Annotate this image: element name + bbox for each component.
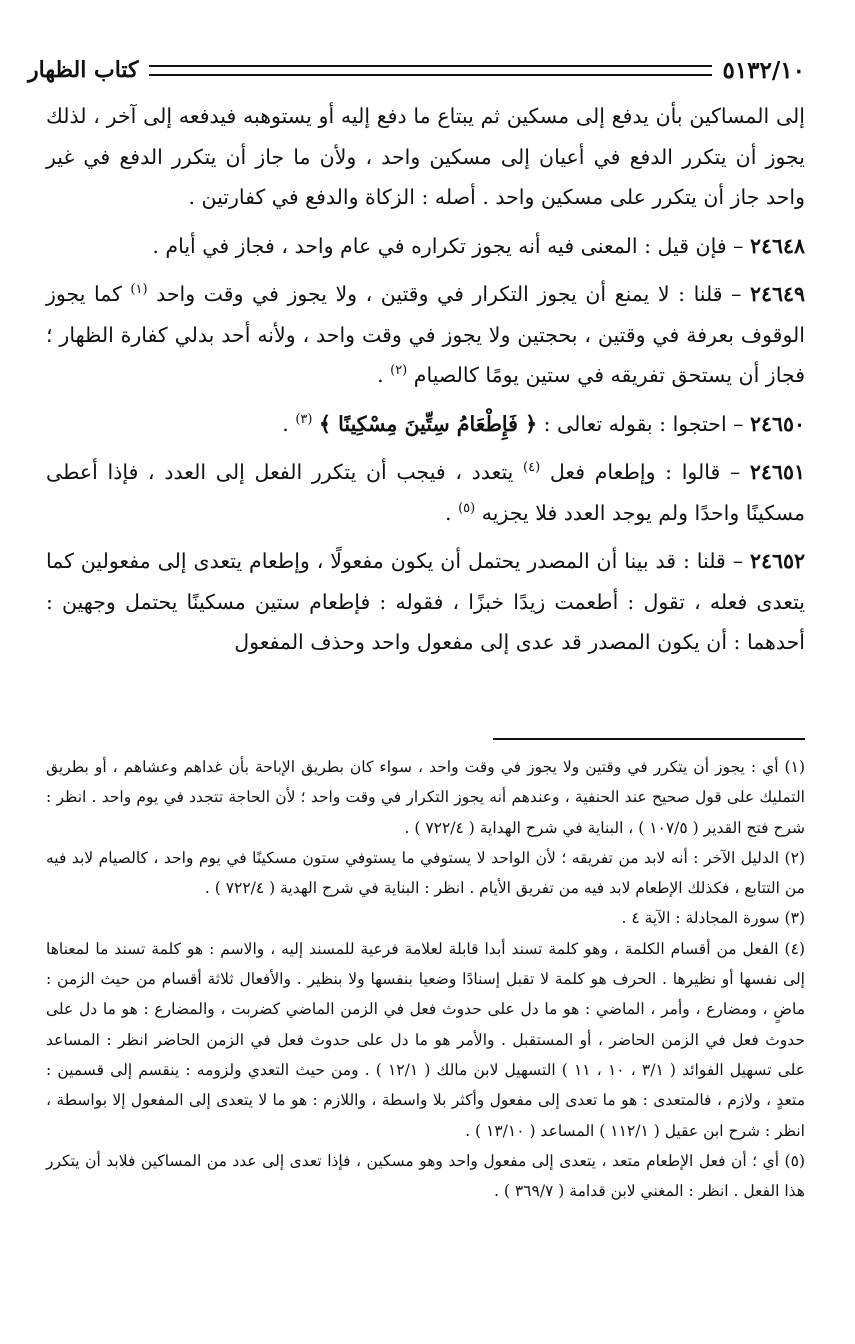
footnote-5: (٥) أي ؛ أن فعل الإطعام متعد ، يتعدى إلى مفعول واحد وهو مسكين ، فإذا تعدى إلى عدد من المساكين فلابد أن يتكرر هذا الفعل . انظر : المغني لابن قدامة ( ٣٦٩/٧ ) .	[46, 1151, 805, 1201]
footnote-2: (٢) الدليل الآخر : أنه لابد من تفريقه ؛ لأن الواحد لا يستوفي ما يستوفي ستون مسكينًا في يوم واحد ، كالصيام لابد فيه من التتابع ، فكذلك الإطعام لابد فيه من تفريق الأيام . انظر : البناية في شرح الهدية ( ٧٢٢/٤ ) .	[46, 848, 805, 898]
paragraph-text: يتعدد ، فيجب أن يتكرر الفعل إلى العدد ، فإذا أعطى مسكينًا واحدًا ولم يوجد العدد فلا يجزيه	[46, 460, 805, 525]
page-header	[28, 50, 805, 90]
paragraph-continuation: إلى المساكين بأن يدفع إلى مسكين ثم يبتاع ما دفع إليه أو يستوهبه فيدفعه إلى آخر ، لذلك يجوز أن يتكرر الدفع في أعيان إلى مسكين واحد ، ولأن ما جاز أن يتكرر الدفع في غير واحد جاز أن يتكرر على مسكين واحد . أصله : الزكاة والدفع في كفارتين .	[46, 104, 805, 209]
footnote-separator	[493, 738, 805, 740]
paragraph-number: ٢٤٦٥٢	[749, 549, 805, 573]
running-title: كتاب الظهار	[28, 57, 139, 83]
paragraph-24649	[46, 274, 805, 396]
paragraph-number: ٢٤٦٥٠	[749, 411, 805, 436]
header-double-rule	[149, 65, 713, 76]
footnote-1: (١) أي : يجوز أن يتكرر في وقتين ولا يجوز في وقت واحد ، سواء كان بطريق الإباحة بأن غداهم وعشاهم ، أو بطريق التمليك على قول صحيح عند الحنفية ، وعندهم أنه يجوز التكرار في وقت واحد ؛ لأن الحاجة تتجدد في يوم واحد . انظر : شرح فتح القدير ( ١٠٧/٥ ) ، البناية في شرح الهداية ( ٧٢٢/٤ ) .	[46, 758, 805, 837]
paragraph-text: .	[282, 411, 296, 436]
footnote-marker-4[interactable]: (٤)	[523, 460, 541, 476]
paragraph-24652	[46, 541, 805, 663]
page-number: ٥١٣٢/١٠	[722, 56, 805, 84]
footnote-marker-1[interactable]: (١)	[130, 282, 148, 298]
footnote-marker-3[interactable]: (٣)	[295, 411, 313, 427]
quran-verse: ﴿ فَإِطْعَامُ سِتِّينَ مِسْكِينًا ﴾	[318, 411, 538, 436]
paragraph-text: .	[377, 363, 391, 387]
paragraph-text: – قالوا : وإطعام فعل	[540, 460, 750, 484]
footnote-marker-5[interactable]: (٥)	[458, 500, 476, 516]
paragraph-number: ٢٤٦٥١	[749, 460, 805, 484]
footnote-4: (٤) الفعل من أقسام الكلمة ، وهو كلمة تسند أبدا قابلة لعلامة فرعية للمسند إليه ، والاسم : هو كلمة تسند ما لمعناها إلى نفسها أو نظيرها . الحرف هو كلمة لا تقبل إسنادًا وضعيا بنفسها ولا بنظير . والأفعال ثلاثة أقسام من حيث الزمن : ماضٍ ، ومضارع ، وأمر ، الماضي : هو ما دل على حدوث فعل في الزمن الماضي كضربت ، والمضارع : هو ما دل على حدوث فعل في الزمن الحاضر ، أو المستقبل . والأمر هو ما دل على حدوث فعل في الزمن الحاضر انظر : المساعد على تسهيل الفوائد ( ٣/١ ، ١٠ ، ١١ ) التسهيل لابن مالك ( ١٢/١ ) . ومن حيث التعدي ولزومه : ينقسم إلى قسمين : متعدٍ ، ولازم ، فالمتعدى : هو ما تعدى إلى مفعول وأكثر بلا واسطة ، واللازم : هو ما لا يتعدى إلى المفعول إلا بواسطة ، انظر : شرح ابن عقيل ( ١١٢/١ ) المساعد ( ١٣/١٠ ) .	[46, 939, 806, 1140]
paragraph-24648	[46, 226, 805, 267]
paragraph-text: – قلنا : لا يمنع أن يجوز التكرار في وقتين ، ولا يجوز في وقت واحد	[147, 282, 750, 306]
main-text	[46, 96, 805, 671]
paragraph-text: – فإن قيل : المعنى فيه أنه يجوز تكراره في عام واحد ، فجاز في أيام .	[152, 233, 750, 258]
footnotes	[46, 752, 805, 1206]
paragraph-text: .	[445, 500, 459, 525]
paragraph-24651	[46, 452, 805, 533]
paragraph-text: – احتجوا : بقوله تعالى :	[537, 411, 750, 436]
paragraph-number: ٢٤٦٤٨	[749, 233, 805, 258]
footnote-marker-2[interactable]: (٢)	[390, 363, 408, 379]
footnote-3: (٣) سورة المجادلة : الآية ٤ .	[621, 909, 805, 928]
paragraph-text: كما يجوز الوقوف بعرفة في وقتين ، بحجتين ولا يجوز في وقت واحد ، ولأنه أحد بدلي كفارة الظهار ؛ فجاز أن يستحق تفريقه في ستين يومًا كالصيام	[46, 282, 805, 387]
paragraph-number: ٢٤٦٤٩	[749, 282, 805, 306]
paragraph-24650	[46, 404, 805, 445]
paragraph-text: – قلنا : قد بينا أن المصدر يحتمل أن يكون مفعولًا ، وإطعام يتعدى إلى مفعولين كما يتعدى فعله ، تقول : أطعمت زيدًا خبزًا ، فقوله : فإطعام ستين مسكينًا يحتمل وجهين : أحدهما : أن يكون المصدر قد عدى إلى مفعول واحد وحذف المفعول	[46, 549, 805, 654]
